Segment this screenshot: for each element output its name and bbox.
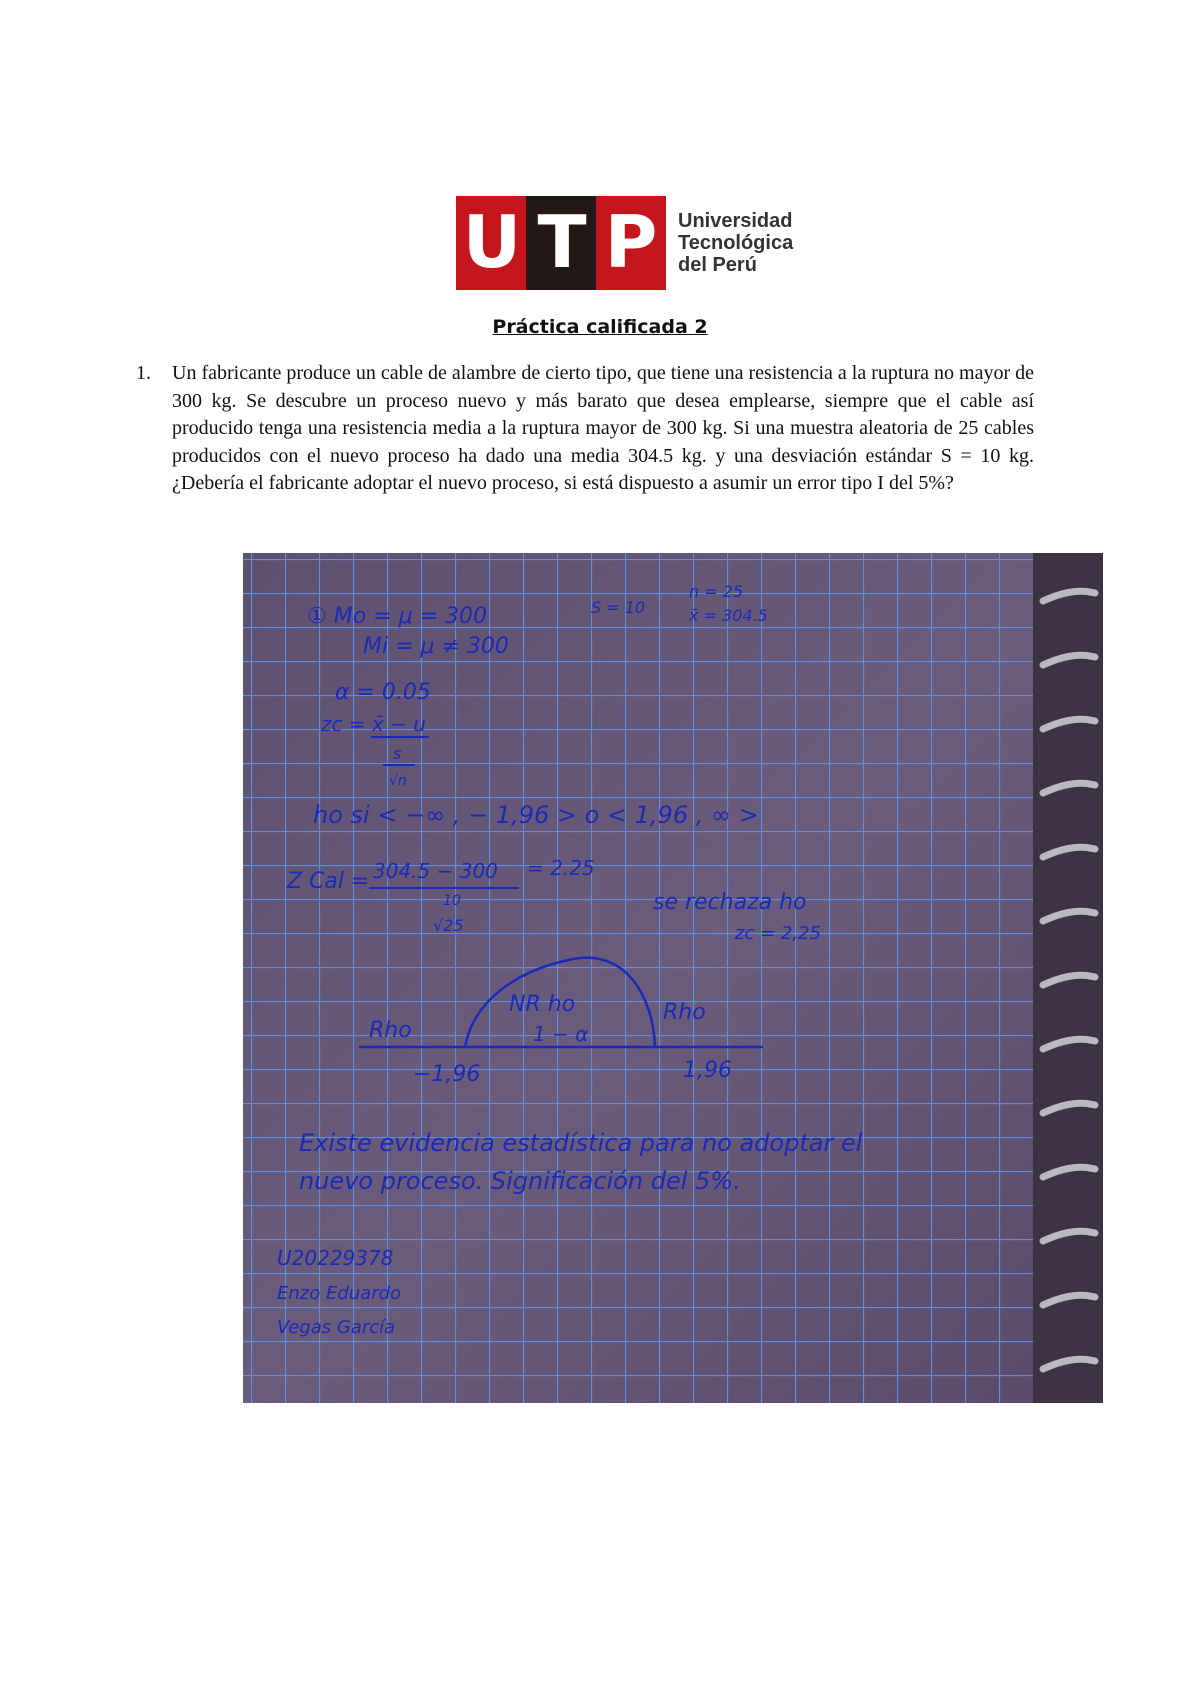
note-zc-den-n: √n: [389, 773, 407, 789]
question-number: 1.: [136, 362, 151, 384]
note-nr-ho: NR ho: [509, 992, 576, 1017]
utp-logo: [456, 196, 793, 290]
notebook-photo: [243, 553, 1103, 1403]
note-zcal-result: = 2.25: [527, 856, 595, 880]
logo-word-2: Tecnológica: [678, 232, 794, 254]
page-title: Práctica calificada 2: [492, 316, 708, 338]
logo-word-3: del Perú: [678, 254, 757, 276]
note-zcal-den-bot: √25: [433, 916, 464, 935]
note-reject: se rechaza ho: [653, 890, 807, 915]
note-xbar: x̄ = 304.5: [689, 606, 768, 625]
question-text: Un fabricante produce un cable de alambre de cierto tipo, que tiene una resistencia a la ruptura no mayor de 300 kg. Se descubre un proceso nuevo y más barato que desea emplearse, siempre que el cable así producido tenga una resistencia media a la ruptura mayor de 300 kg. Si una muestra aleatoria de 25 cables producidos con el nuevo proceso ha dado una media 304.5 kg. y una desviación estándar S = 10 kg. ¿Debería el fabricante adoptar el nuevo proceso, si está dispuesto a asumir un error tipo I del 5%?: [172, 362, 1034, 494]
note-crit-left: −1,96: [413, 1062, 481, 1087]
note-conclusion-2: nuevo proceso. Significación del 5%.: [299, 1167, 741, 1195]
note-h1: Mi = μ ≠ 300: [363, 634, 509, 659]
note-zc-den-s: s: [393, 744, 402, 763]
note-zc-value: zc = 2,25: [735, 923, 821, 944]
question-1: [136, 360, 1034, 498]
logo-letter-u: U: [462, 200, 522, 284]
note-crit-right: 1,96: [683, 1058, 732, 1083]
note-h0: ① Mo = μ = 300: [307, 604, 487, 629]
note-one-minus-alpha: 1 − α: [533, 1022, 589, 1046]
logo-letter-t: T: [537, 200, 587, 284]
note-n: n = 25: [689, 582, 744, 601]
note-zcal-num: 304.5 − 300: [373, 859, 498, 883]
logo-letter-p: P: [604, 200, 658, 284]
note-student-name-2: Vegas García: [277, 1317, 396, 1338]
note-zcal-lhs: Z Cal =: [287, 869, 370, 894]
note-alpha: α = 0.05: [335, 680, 431, 705]
note-student-code: U20229378: [277, 1246, 394, 1270]
note-zc-formula: zc = x̄ − u: [321, 712, 426, 736]
note-s: S = 10: [591, 598, 646, 617]
logo-word-1: Universidad: [678, 210, 793, 232]
note-rho-left: Rho: [369, 1018, 412, 1043]
utp-logo-mark: [456, 196, 666, 290]
note-zcal-den-top: 10: [443, 893, 461, 909]
note-student-name-1: Enzo Eduardo: [277, 1283, 402, 1304]
note-rho-right: Rho: [663, 1000, 706, 1025]
logo-wordmark: [678, 210, 793, 276]
note-region: ho si < −∞ , − 1,96 > o < 1,96 , ∞ >: [313, 801, 759, 829]
note-conclusion-1: Existe evidencia estadística para no adoptar el: [299, 1129, 863, 1157]
